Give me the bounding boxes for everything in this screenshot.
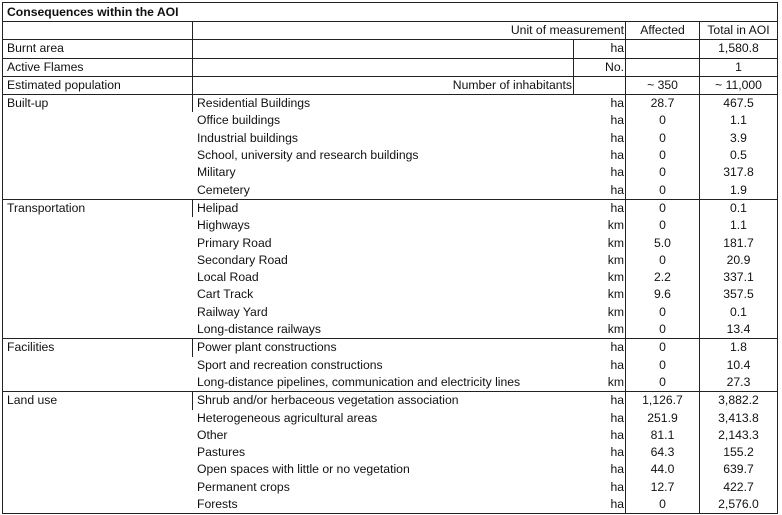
group-item-affected xyxy=(626,200,700,338)
item-total: 1.8 xyxy=(730,340,747,355)
item-affected: 1,126.7 xyxy=(642,393,683,408)
item-total: 317.8 xyxy=(723,165,754,180)
item-name: Railway Yard xyxy=(197,304,268,319)
item-name: Military xyxy=(197,165,236,180)
item-name: Shrub and/or herbaceous vegetation association xyxy=(197,393,459,408)
item-affected: 0 xyxy=(659,182,666,197)
header-affected: Affected xyxy=(626,22,700,39)
item-affected: 12.7 xyxy=(650,479,675,494)
item-total: 13.4 xyxy=(726,322,751,337)
row-sublabel xyxy=(193,40,574,57)
group-item-names xyxy=(193,200,574,338)
item-name: Primary Road xyxy=(197,235,272,250)
item-total: 3,882.2 xyxy=(718,393,759,408)
group-facilities xyxy=(3,339,777,392)
item-total: 3,413.8 xyxy=(718,410,759,425)
table-row-estimated-population xyxy=(3,77,777,95)
item-name: Forests xyxy=(197,497,238,512)
item-unit: ha xyxy=(610,340,624,355)
header-row xyxy=(3,22,777,40)
row-affected xyxy=(626,59,700,76)
item-name: Sport and recreation constructions xyxy=(197,357,383,372)
item-affected: 0 xyxy=(659,304,666,319)
header-total: Total in AOI xyxy=(707,23,770,37)
item-affected: 0 xyxy=(659,130,666,145)
item-affected: 0 xyxy=(659,200,666,215)
row-total: 1 xyxy=(735,59,742,74)
item-name: Office buildings xyxy=(197,113,281,128)
header-unit: Unit of measurement xyxy=(193,22,626,39)
item-unit: ha xyxy=(610,200,624,215)
row-total: 1,580.8 xyxy=(718,41,759,56)
table-row-burnt-area xyxy=(3,40,777,58)
item-name: Permanent crops xyxy=(197,479,290,494)
item-affected: 0 xyxy=(659,497,666,512)
item-affected: 2.2 xyxy=(654,270,671,285)
item-total: 639.7 xyxy=(723,462,754,477)
group-item-names xyxy=(193,339,574,391)
item-name: Helipad xyxy=(197,200,239,215)
item-total: 20.9 xyxy=(726,252,751,267)
item-unit: km xyxy=(607,304,624,319)
row-label: Estimated population xyxy=(3,77,193,94)
item-name: Pastures xyxy=(197,445,246,460)
item-total: 0.1 xyxy=(730,304,747,319)
group-built-up xyxy=(3,95,777,200)
group-item-units xyxy=(574,392,626,513)
item-unit: ha xyxy=(610,165,624,180)
row-affected xyxy=(626,40,700,57)
group-item-affected xyxy=(626,392,700,513)
item-total: 2,576.0 xyxy=(718,497,759,512)
item-unit: km xyxy=(607,287,624,302)
item-unit: km xyxy=(607,270,624,285)
consequences-table xyxy=(2,2,778,514)
item-affected: 44.0 xyxy=(650,462,675,477)
item-name: Highways xyxy=(197,218,250,233)
item-affected: 81.1 xyxy=(650,427,675,442)
row-label: Active Flames xyxy=(3,59,193,76)
item-unit: ha xyxy=(610,130,624,145)
group-transportation xyxy=(3,200,777,339)
item-unit: ha xyxy=(610,113,624,128)
item-total: 1.9 xyxy=(730,182,747,197)
item-total: 0.1 xyxy=(730,200,747,215)
item-total: 2,143.3 xyxy=(718,427,759,442)
item-total: 3.9 xyxy=(730,130,747,145)
item-unit: ha xyxy=(610,445,624,460)
item-affected: 0 xyxy=(659,165,666,180)
item-unit: ha xyxy=(610,182,624,197)
item-unit: ha xyxy=(610,427,624,442)
table-row-active-flames xyxy=(3,59,777,77)
item-unit: km xyxy=(607,374,624,389)
group-category: Facilities xyxy=(3,339,193,356)
group-item-names xyxy=(193,392,574,513)
item-unit: ha xyxy=(610,357,624,372)
item-total: 422.7 xyxy=(723,479,754,494)
item-affected: 0 xyxy=(659,357,666,372)
item-name: Power plant constructions xyxy=(197,340,337,355)
item-unit: ha xyxy=(610,410,624,425)
group-item-units xyxy=(574,95,626,199)
item-name: Cart Track xyxy=(197,287,254,302)
item-total: 0.5 xyxy=(730,148,747,163)
group-category: Transportation xyxy=(3,200,193,217)
row-affected: ~ 350 xyxy=(626,77,700,94)
item-total: 27.3 xyxy=(726,374,751,389)
group-item-units xyxy=(574,200,626,338)
item-name: School, university and research buildings xyxy=(197,148,419,163)
item-affected: 9.6 xyxy=(654,287,671,302)
item-affected: 0 xyxy=(659,322,666,337)
item-total: 467.5 xyxy=(723,96,754,111)
item-name: Secondary Road xyxy=(197,252,288,267)
table-title: Consequences within the AOI xyxy=(3,3,777,22)
item-name: Open spaces with little or no vegetation xyxy=(197,462,410,477)
item-affected: 0 xyxy=(659,340,666,355)
item-total: 181.7 xyxy=(723,235,754,250)
row-total: ~ 11,000 xyxy=(715,77,762,92)
group-category: Built-up xyxy=(3,95,193,112)
header-category-cell xyxy=(3,22,193,39)
item-affected: 0 xyxy=(659,148,666,163)
group-item-totals xyxy=(700,392,777,513)
item-total: 357.5 xyxy=(723,287,754,302)
group-item-affected xyxy=(626,95,700,199)
row-unit: No. xyxy=(574,59,626,76)
item-name: Long-distance railways xyxy=(197,322,321,337)
group-item-units xyxy=(574,339,626,391)
item-total: 10.4 xyxy=(726,357,751,372)
row-sublabel: Number of inhabitants xyxy=(193,77,574,94)
row-unit xyxy=(574,77,626,94)
item-affected: 0 xyxy=(659,113,666,128)
item-unit: ha xyxy=(610,148,624,163)
item-unit: ha xyxy=(610,497,624,512)
item-name: Local Road xyxy=(197,270,259,285)
item-name: Other xyxy=(197,427,228,442)
group-land-use xyxy=(3,392,777,513)
item-name: Cemetery xyxy=(197,182,250,197)
row-label: Burnt area xyxy=(3,40,193,57)
item-affected: 0 xyxy=(659,252,666,267)
group-item-totals xyxy=(700,339,777,391)
item-affected: 28.7 xyxy=(650,96,675,111)
item-affected: 251.9 xyxy=(647,410,678,425)
group-item-names xyxy=(193,95,574,199)
item-unit: km xyxy=(607,218,624,233)
item-unit: km xyxy=(607,252,624,267)
item-name: Long-distance pipelines, communication and electricity lines xyxy=(197,374,521,389)
row-sublabel xyxy=(193,59,574,76)
item-unit: ha xyxy=(610,462,624,477)
item-name: Residential Buildings xyxy=(197,96,311,111)
group-category: Land use xyxy=(3,392,193,409)
group-item-totals xyxy=(700,200,777,338)
item-name: Heterogeneous agricultural areas xyxy=(197,410,378,425)
item-total: 1.1 xyxy=(730,218,747,233)
group-item-totals xyxy=(700,95,777,199)
item-unit: km xyxy=(607,322,624,337)
item-total: 155.2 xyxy=(723,445,754,460)
row-unit: ha xyxy=(574,40,626,57)
item-affected: 5.0 xyxy=(654,235,671,250)
item-total: 1.1 xyxy=(730,113,747,128)
item-affected: 64.3 xyxy=(650,445,675,460)
item-name: Industrial buildings xyxy=(197,130,298,145)
item-unit: ha xyxy=(610,393,624,408)
item-unit: km xyxy=(607,235,624,250)
item-unit: ha xyxy=(610,96,624,111)
item-unit: ha xyxy=(610,479,624,494)
group-item-affected xyxy=(626,339,700,391)
item-affected: 0 xyxy=(659,218,666,233)
item-total: 337.1 xyxy=(723,270,754,285)
item-affected: 0 xyxy=(659,374,666,389)
